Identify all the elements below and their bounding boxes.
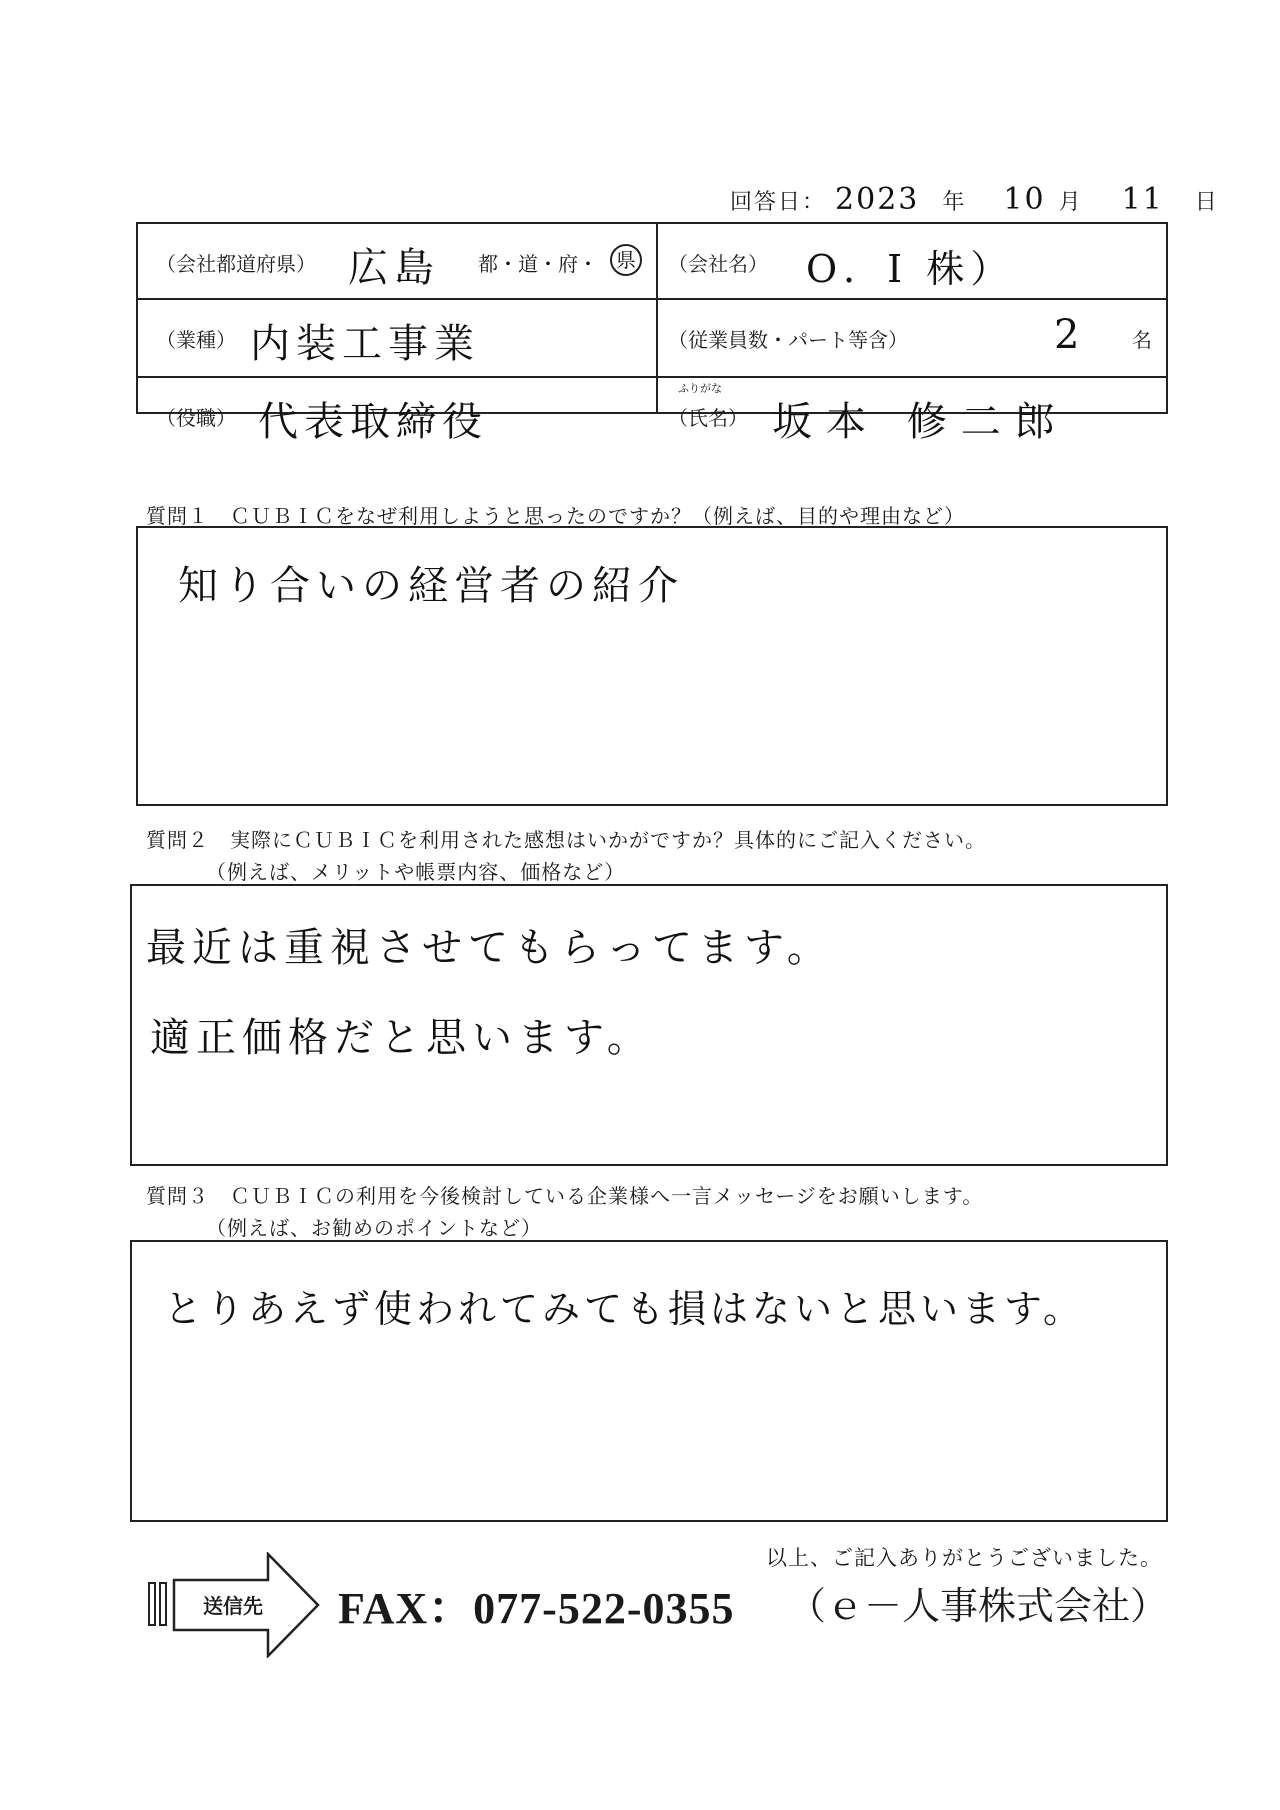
answer-year: 2023 — [835, 182, 920, 217]
prefecture-value: 広島 — [348, 245, 440, 291]
question-2-answer-box — [130, 884, 1168, 1166]
answer-day: 11 — [1121, 182, 1164, 217]
position-value: 代表取締役 — [258, 399, 488, 445]
position-label: （役職） — [156, 406, 236, 430]
company-name-label: （会社名） — [668, 252, 768, 276]
fax-number: FAX：077-522-0355 — [338, 1584, 735, 1633]
question-2-answer-line: 適正価格だと思います。 — [150, 1015, 653, 1061]
table-divider — [138, 298, 1166, 300]
answer-month: 10 — [1003, 182, 1046, 217]
question-1-answer-box — [136, 526, 1168, 806]
question-1-answer-line: 知り合いの経営者の紹介 — [178, 563, 684, 609]
company-info-table — [136, 222, 1168, 445]
question-3-heading: 質問３ ＣＵＢＩＣの利用を今後検討している企業様へ一言メッセージをお願いします。 — [146, 1184, 984, 1208]
question-3-hint: （例えば、お勧めのポイントなど） — [206, 1216, 542, 1240]
prefecture-circled-option: 県 — [610, 244, 642, 276]
employees-unit: 名 — [1132, 328, 1152, 352]
prefecture-options: 都・道・府・ — [478, 252, 598, 276]
day-unit: 日 — [1194, 190, 1219, 215]
month-unit: 月 — [1058, 190, 1083, 215]
send-to-label: 送信先 — [203, 1594, 263, 1618]
question-2-heading: 質問２ 実際にＣＵＢＩＣを利用された感想はいかがですか？具体的にご記入ください。 — [146, 828, 986, 852]
year-unit: 年 — [942, 190, 967, 215]
name-label: （氏名） — [668, 406, 748, 430]
answer-date-label: 回答日： — [730, 190, 827, 215]
table-divider — [138, 376, 1166, 378]
industry-label: （業種） — [156, 328, 236, 352]
industry-value: 内装工事業 — [250, 321, 480, 367]
question-3-answer-box — [130, 1240, 1168, 1522]
fax-company-name: （ｅ－人事株式会社） — [788, 1584, 1169, 1628]
name-ruby: ふりがな — [678, 382, 722, 395]
prefecture-label: （会社都道府県） — [156, 252, 316, 276]
name-value: 坂本 修二郎 — [772, 399, 1069, 445]
question-2-hint: （例えば、メリットや帳票内容、価格など） — [206, 860, 626, 884]
employees-label: （従業員数・パート等含） — [668, 328, 908, 352]
double-bar-icon — [148, 1582, 172, 1626]
question-2-answer-line: 最近は重視させてもらってます。 — [146, 925, 833, 971]
company-name-value: O．I 株） — [806, 247, 1015, 291]
answer-date — [730, 182, 1219, 217]
question-1-heading: 質問１ ＣＵＢＩＣをなぜ利用しようと思ったのですか？（例えば、目的や理由など） — [146, 504, 965, 528]
employees-value: 2 — [1054, 312, 1086, 358]
question-3-answer-line: とりあえず使われてみても損はないと思います。 — [164, 1287, 1085, 1331]
closing-thanks: 以上、ご記入ありがとうございました。 — [766, 1546, 1162, 1570]
table-divider — [656, 224, 658, 412]
